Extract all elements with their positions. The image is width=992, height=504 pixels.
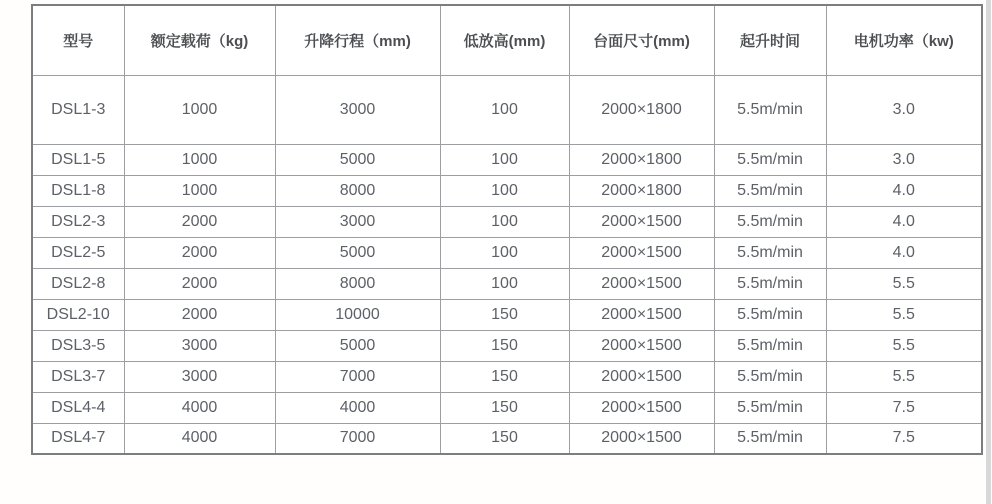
table-cell: 1000	[124, 144, 275, 175]
table-row	[32, 268, 982, 299]
table-cell: 5.5m/min	[714, 361, 826, 392]
table-cell: DSL2-10	[32, 299, 124, 330]
table-cell: 5.5m/min	[714, 237, 826, 268]
spec-table-header	[32, 5, 982, 75]
table-cell: 3.0	[826, 75, 982, 144]
table-cell: 5.5m/min	[714, 268, 826, 299]
header-cell-lowered-height: 低放高(mm)	[440, 5, 569, 75]
table-cell: 2000×1800	[569, 175, 714, 206]
table-cell: 4.0	[826, 175, 982, 206]
table-cell: 150	[440, 361, 569, 392]
table-row	[32, 75, 982, 144]
header-cell-lift-stroke: 升降行程（mm)	[275, 5, 440, 75]
table-cell: 2000	[124, 268, 275, 299]
table-cell: 3000	[275, 206, 440, 237]
table-cell: 8000	[275, 268, 440, 299]
table-cell: 5000	[275, 144, 440, 175]
table-cell: 5.5	[826, 330, 982, 361]
table-row	[32, 237, 982, 268]
table-cell: 4000	[275, 392, 440, 423]
table-cell: 2000	[124, 237, 275, 268]
table-cell: DSL2-3	[32, 206, 124, 237]
table-cell: 7000	[275, 423, 440, 454]
table-cell: 5.5m/min	[714, 392, 826, 423]
spec-table-body	[32, 75, 982, 454]
table-cell: 2000×1800	[569, 144, 714, 175]
table-row	[32, 361, 982, 392]
table-cell: DSL3-5	[32, 330, 124, 361]
table-cell: DSL1-5	[32, 144, 124, 175]
table-cell: 100	[440, 206, 569, 237]
table-cell: 5.5m/min	[714, 330, 826, 361]
table-cell: 2000×1500	[569, 237, 714, 268]
header-row	[32, 5, 982, 75]
table-row	[32, 206, 982, 237]
table-cell: DSL1-8	[32, 175, 124, 206]
table-cell: 3.0	[826, 144, 982, 175]
table-cell: 7000	[275, 361, 440, 392]
table-cell: 2000	[124, 206, 275, 237]
table-cell: 150	[440, 423, 569, 454]
table-cell: DSL4-4	[32, 392, 124, 423]
table-cell: 5.5m/min	[714, 144, 826, 175]
table-row	[32, 299, 982, 330]
table-cell: DSL3-7	[32, 361, 124, 392]
table-cell: 5.5m/min	[714, 206, 826, 237]
table-cell: 5.5	[826, 361, 982, 392]
table-cell: 3000	[124, 330, 275, 361]
table-cell: 5.5m/min	[714, 299, 826, 330]
table-cell: 2000×1500	[569, 361, 714, 392]
table-cell: 150	[440, 392, 569, 423]
table-cell: DSL2-5	[32, 237, 124, 268]
table-cell: 4.0	[826, 206, 982, 237]
table-row	[32, 330, 982, 361]
table-cell: 100	[440, 144, 569, 175]
table-cell: 2000×1500	[569, 330, 714, 361]
table-cell: DSL4-7	[32, 423, 124, 454]
table-row	[32, 175, 982, 206]
table-cell: 150	[440, 330, 569, 361]
table-cell: 2000	[124, 299, 275, 330]
table-cell: 3000	[124, 361, 275, 392]
table-cell: 150	[440, 299, 569, 330]
header-cell-motor-power: 电机功率（kw)	[826, 5, 982, 75]
table-cell: 5.5	[826, 299, 982, 330]
table-cell: 2000×1500	[569, 423, 714, 454]
header-cell-platform-size: 台面尺寸(mm)	[569, 5, 714, 75]
table-cell: 4.0	[826, 237, 982, 268]
table-cell: 5.5	[826, 268, 982, 299]
header-cell-rated-load: 额定载荷（kg)	[124, 5, 275, 75]
table-row	[32, 144, 982, 175]
table-cell: 5000	[275, 330, 440, 361]
table-cell: 100	[440, 75, 569, 144]
table-cell: 5.5m/min	[714, 423, 826, 454]
table-cell: 1000	[124, 175, 275, 206]
table-cell: 5.5m/min	[714, 75, 826, 144]
table-cell: 10000	[275, 299, 440, 330]
table-cell: 3000	[275, 75, 440, 144]
table-cell: DSL2-8	[32, 268, 124, 299]
table-cell: 7.5	[826, 392, 982, 423]
table-cell: 2000×1500	[569, 299, 714, 330]
table-cell: 5000	[275, 237, 440, 268]
right-edge-divider	[986, 0, 991, 504]
table-cell: 100	[440, 237, 569, 268]
header-cell-lifting-time: 起升时间	[714, 5, 826, 75]
spec-table	[31, 4, 983, 455]
table-row	[32, 423, 982, 454]
table-cell: 8000	[275, 175, 440, 206]
table-cell: 100	[440, 268, 569, 299]
header-cell-model: 型号	[32, 5, 124, 75]
table-cell: 2000×1500	[569, 206, 714, 237]
table-cell: 5.5m/min	[714, 175, 826, 206]
table-row	[32, 392, 982, 423]
table-cell: 7.5	[826, 423, 982, 454]
table-cell: 2000×1800	[569, 75, 714, 144]
table-cell: DSL1-3	[32, 75, 124, 144]
table-cell: 1000	[124, 75, 275, 144]
table-cell: 4000	[124, 392, 275, 423]
table-cell: 2000×1500	[569, 268, 714, 299]
table-cell: 100	[440, 175, 569, 206]
table-cell: 2000×1500	[569, 392, 714, 423]
table-cell: 4000	[124, 423, 275, 454]
